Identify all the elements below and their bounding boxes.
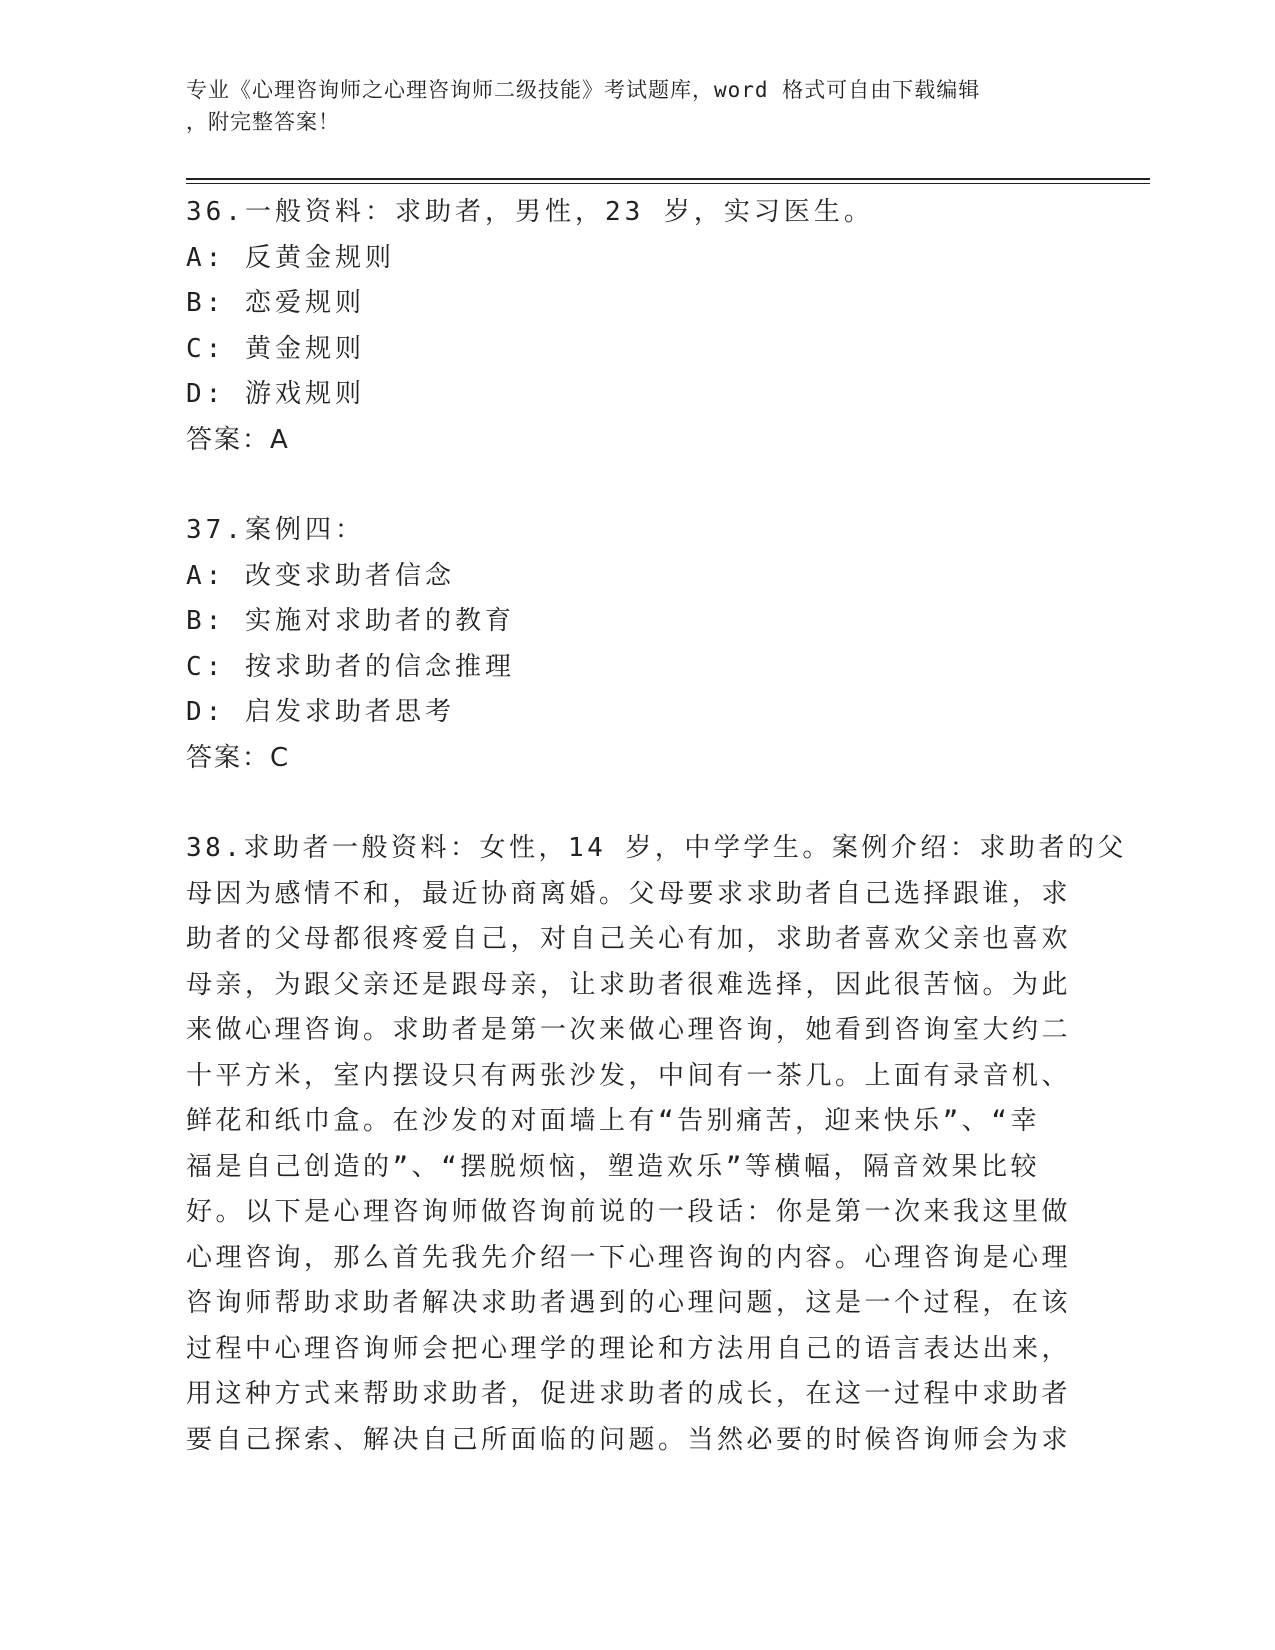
question-text-line: 38.求助者一般资料：女性，14 岁，中学学生。案例介绍：求助者的父 — [186, 833, 1127, 863]
question-text-line: 福是自己创造的”、“摆脱烦恼，塑造欢乐”等横幅，隔音效果比较 — [186, 1151, 1040, 1182]
question-text-line: 心理咨询，那么首先我先介绍一下心理咨询的内容。心理咨询是心理 — [186, 1242, 1072, 1273]
question-stem: 36.一般资料：求助者，男性，23 岁，实习医生。 — [186, 197, 874, 227]
option-d: D: 游戏规则 — [186, 379, 365, 409]
question-text-line: 母亲，为跟父亲还是跟母亲，让求助者很难选择，因此很苦恼。为此 — [186, 969, 1072, 1000]
question-text-line: 用这种方式来帮助求助者，促进求助者的成长，在这一过程中求助者 — [186, 1379, 1072, 1409]
option-b: B: 恋爱规则 — [186, 288, 365, 318]
spacer — [186, 781, 1076, 826]
option-b: B: 实施对求助者的教育 — [186, 606, 515, 636]
question-text-line: 母因为感情不和，最近协商离婚。父母要求求助者自己选择跟谁，求 — [186, 878, 1072, 909]
question-text-line: 好。以下是心理咨询师做咨询前说的一段话：你是第一次来我这里做 — [186, 1197, 1072, 1227]
question-stem: 37.案例四： — [186, 515, 365, 545]
question-text-line: 助者的父母都很疼爱自己，对自己关心有加，求助者喜欢父亲也喜欢 — [186, 924, 1072, 954]
question-list — [186, 190, 1127, 1463]
option-a: A: 改变求助者信念 — [186, 560, 455, 591]
header-title-line-2: ，附完整答案！ — [186, 110, 340, 134]
answer: 答案：A — [186, 424, 290, 455]
spacer — [186, 463, 1076, 508]
question-text-line: 十平方米，室内摆设只有两张沙发，中间有一茶几。上面有录音机、 — [186, 1060, 1072, 1091]
header-title-line-1: 专业《心理咨询师之心理咨询师二级技能》考试题库，word 格式可自由下载编辑 — [186, 78, 981, 102]
question-text-line: 来做心理咨询。求助者是第一次来做心理咨询，她看到咨询室大约二 — [186, 1015, 1072, 1045]
answer: 答案：C — [186, 742, 291, 773]
question-text-line: 鲜花和纸巾盒。在沙发的对面墙上有“告别痛苦，迎来快乐”、“幸 — [186, 1106, 1040, 1136]
question-38 — [186, 826, 1127, 1463]
question-36 — [186, 190, 1076, 463]
option-d: D: 启发求助者思考 — [186, 697, 455, 727]
option-a: A: 反黄金规则 — [186, 242, 395, 273]
option-c: C: 按求助者的信念推理 — [186, 651, 515, 682]
header-divider-thin — [186, 183, 1150, 184]
question-text-line: 要自己探索、解决自己所面临的问题。当然必要的时候咨询师会为求 — [186, 1424, 1072, 1455]
question-text-line: 过程中心理咨询师会把心理学的理论和方法用自己的语言表达出来， — [186, 1333, 1072, 1364]
header-divider — [186, 178, 1150, 180]
question-text-line: 咨询师帮助求助者解决求助者遇到的心理问题，这是一个过程，在该 — [186, 1288, 1072, 1318]
question-37 — [186, 508, 1076, 781]
option-c: C: 黄金规则 — [186, 333, 365, 364]
